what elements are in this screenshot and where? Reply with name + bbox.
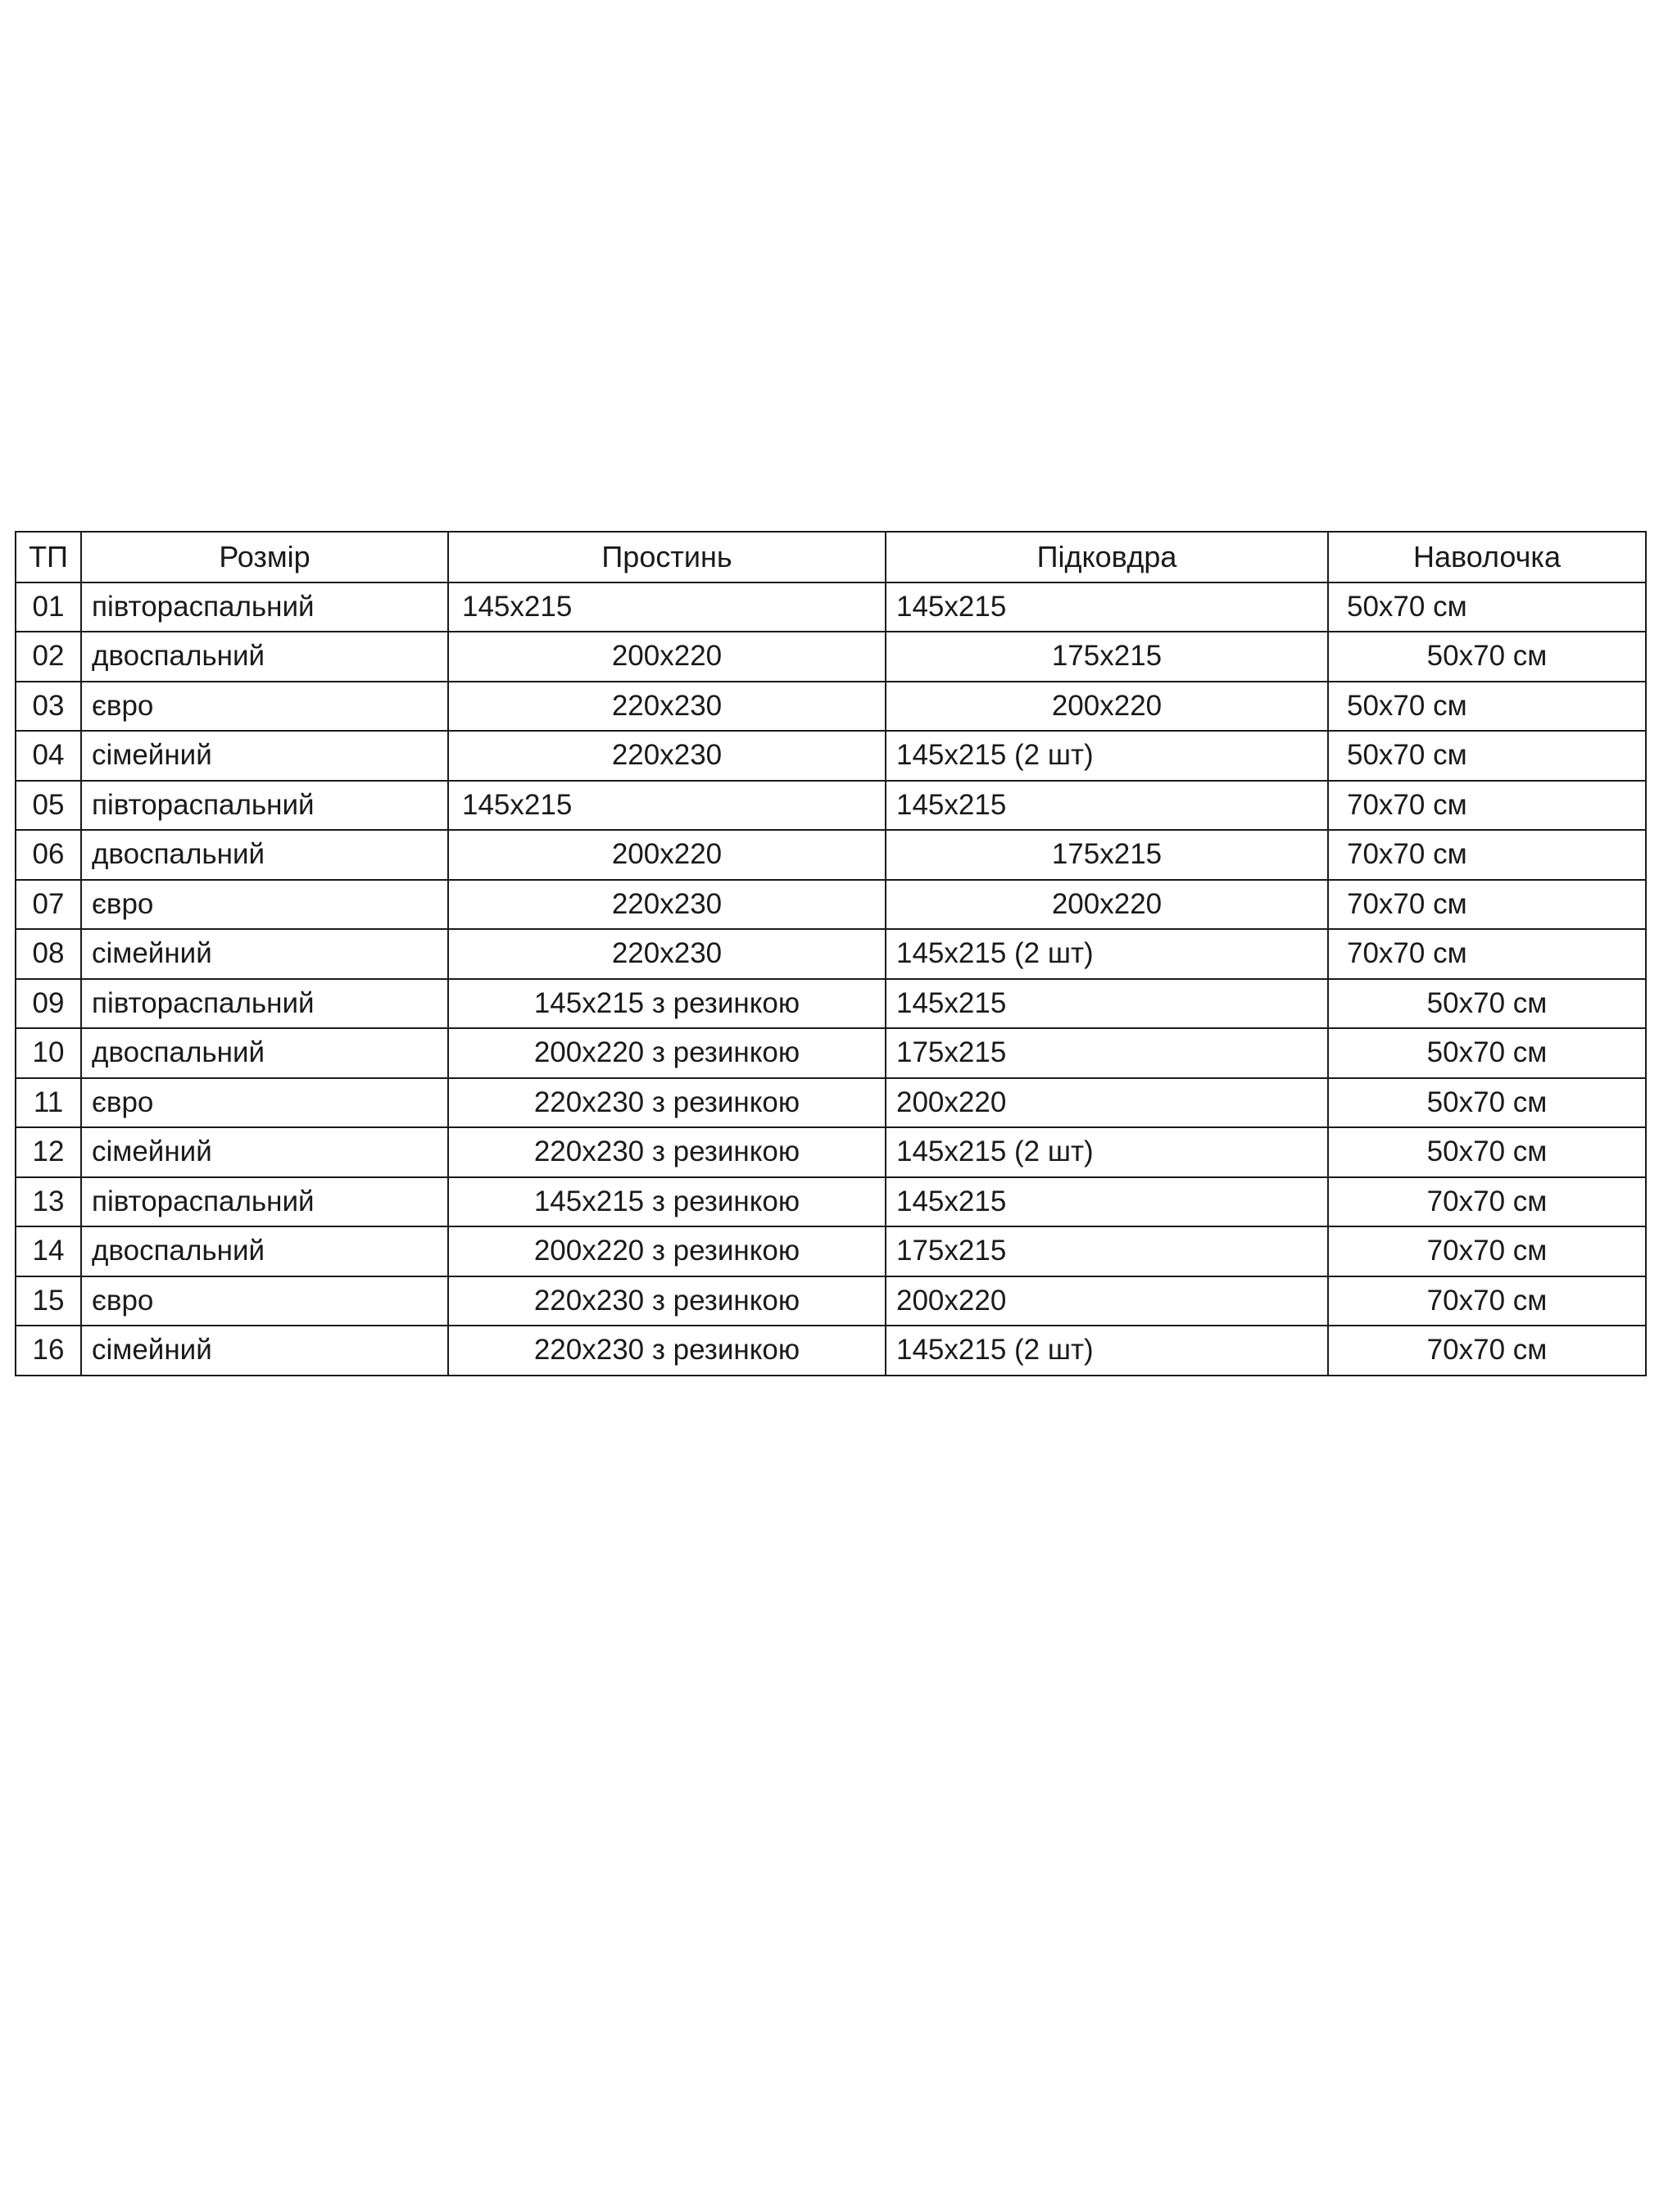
table-row bbox=[16, 682, 1646, 732]
cell-size: півтораспальний bbox=[81, 979, 448, 1029]
cell-tp: 16 bbox=[16, 1326, 81, 1376]
table-row bbox=[16, 632, 1646, 682]
size-chart-container bbox=[15, 531, 1655, 1376]
cell-tp: 05 bbox=[16, 781, 81, 831]
cell-duvet: 200х220 bbox=[886, 880, 1328, 930]
cell-size: сімейний bbox=[81, 1127, 448, 1177]
cell-duvet: 200х220 bbox=[886, 1078, 1328, 1128]
cell-sheet: 200х220 bbox=[448, 830, 886, 880]
cell-duvet: 145х215 bbox=[886, 582, 1328, 632]
cell-tp: 12 bbox=[16, 1127, 81, 1177]
table-header bbox=[16, 532, 1646, 582]
cell-tp: 08 bbox=[16, 929, 81, 979]
cell-duvet: 175х215 bbox=[886, 1028, 1328, 1078]
column-header-size: Розмір bbox=[81, 532, 448, 582]
cell-size: двоспальний bbox=[81, 1028, 448, 1078]
table-row bbox=[16, 781, 1646, 831]
cell-pillow: 50х70 см bbox=[1328, 731, 1646, 781]
cell-pillow: 70х70 см bbox=[1328, 830, 1646, 880]
cell-size: півтораспальний bbox=[81, 582, 448, 632]
cell-sheet: 220х230 bbox=[448, 682, 886, 732]
cell-size: євро bbox=[81, 682, 448, 732]
cell-sheet: 220х230 bbox=[448, 880, 886, 930]
cell-pillow: 50х70 см bbox=[1328, 582, 1646, 632]
cell-pillow: 70х70 см bbox=[1328, 1276, 1646, 1326]
cell-duvet: 145х215 bbox=[886, 979, 1328, 1029]
column-header-sheet: Простинь bbox=[448, 532, 886, 582]
cell-sheet: 220х230 bbox=[448, 929, 886, 979]
cell-pillow: 70х70 см bbox=[1328, 880, 1646, 930]
table-row bbox=[16, 1276, 1646, 1326]
cell-size: євро bbox=[81, 880, 448, 930]
cell-size: євро bbox=[81, 1078, 448, 1128]
cell-sheet: 220х230 з резинкою bbox=[448, 1078, 886, 1128]
column-header-pillow: Наволочка bbox=[1328, 532, 1646, 582]
table-row bbox=[16, 582, 1646, 632]
cell-duvet: 200х220 bbox=[886, 682, 1328, 732]
cell-duvet: 145х215 (2 шт) bbox=[886, 1127, 1328, 1177]
cell-pillow: 70х70 см bbox=[1328, 781, 1646, 831]
cell-tp: 10 bbox=[16, 1028, 81, 1078]
cell-tp: 06 bbox=[16, 830, 81, 880]
bedding-size-table bbox=[15, 531, 1647, 1376]
cell-sheet: 220х230 з резинкою bbox=[448, 1326, 886, 1376]
cell-sheet: 200х220 bbox=[448, 632, 886, 682]
column-header-tp: ТП bbox=[16, 532, 81, 582]
table-row bbox=[16, 1028, 1646, 1078]
table-row bbox=[16, 929, 1646, 979]
cell-duvet: 200х220 bbox=[886, 1276, 1328, 1326]
cell-pillow: 70х70 см bbox=[1328, 1326, 1646, 1376]
cell-size: півтораспальний bbox=[81, 1177, 448, 1227]
cell-duvet: 145х215 bbox=[886, 1177, 1328, 1227]
cell-size: сімейний bbox=[81, 1326, 448, 1376]
cell-tp: 15 bbox=[16, 1276, 81, 1326]
table-row bbox=[16, 1226, 1646, 1276]
cell-pillow: 70х70 см bbox=[1328, 929, 1646, 979]
cell-sheet: 220х230 з резинкою bbox=[448, 1276, 886, 1326]
table-header-row bbox=[16, 532, 1646, 582]
cell-size: двоспальний bbox=[81, 632, 448, 682]
cell-tp: 01 bbox=[16, 582, 81, 632]
cell-pillow: 50х70 см bbox=[1328, 979, 1646, 1029]
cell-pillow: 50х70 см bbox=[1328, 1127, 1646, 1177]
table-row bbox=[16, 830, 1646, 880]
table-row bbox=[16, 979, 1646, 1029]
cell-tp: 13 bbox=[16, 1177, 81, 1227]
cell-duvet: 175х215 bbox=[886, 632, 1328, 682]
cell-size: сімейний bbox=[81, 731, 448, 781]
cell-size: сімейний bbox=[81, 929, 448, 979]
cell-duvet: 145х215 bbox=[886, 781, 1328, 831]
cell-sheet: 145х215 з резинкою bbox=[448, 1177, 886, 1227]
table-row bbox=[16, 1326, 1646, 1376]
table-body bbox=[16, 582, 1646, 1376]
table-row bbox=[16, 1127, 1646, 1177]
table-row bbox=[16, 1177, 1646, 1227]
cell-sheet: 145х215 bbox=[448, 582, 886, 632]
cell-duvet: 145х215 (2 шт) bbox=[886, 1326, 1328, 1376]
cell-pillow: 50х70 см bbox=[1328, 632, 1646, 682]
cell-pillow: 70х70 см bbox=[1328, 1177, 1646, 1227]
cell-sheet: 145х215 з резинкою bbox=[448, 979, 886, 1029]
table-row bbox=[16, 1078, 1646, 1128]
column-header-duvet: Підковдра bbox=[886, 532, 1328, 582]
cell-size: двоспальний bbox=[81, 1226, 448, 1276]
table-row bbox=[16, 731, 1646, 781]
cell-sheet: 220х230 з резинкою bbox=[448, 1127, 886, 1177]
cell-pillow: 50х70 см bbox=[1328, 1078, 1646, 1128]
cell-tp: 11 bbox=[16, 1078, 81, 1128]
cell-duvet: 145х215 (2 шт) bbox=[886, 731, 1328, 781]
cell-size: півтораспальний bbox=[81, 781, 448, 831]
cell-sheet: 220х230 bbox=[448, 731, 886, 781]
cell-pillow: 70х70 см bbox=[1328, 1226, 1646, 1276]
cell-size: двоспальний bbox=[81, 830, 448, 880]
cell-tp: 14 bbox=[16, 1226, 81, 1276]
cell-duvet: 175х215 bbox=[886, 830, 1328, 880]
cell-sheet: 200х220 з резинкою bbox=[448, 1226, 886, 1276]
cell-tp: 02 bbox=[16, 632, 81, 682]
cell-duvet: 145х215 (2 шт) bbox=[886, 929, 1328, 979]
cell-tp: 04 bbox=[16, 731, 81, 781]
cell-sheet: 200х220 з резинкою bbox=[448, 1028, 886, 1078]
cell-tp: 03 bbox=[16, 682, 81, 732]
cell-tp: 09 bbox=[16, 979, 81, 1029]
cell-sheet: 145х215 bbox=[448, 781, 886, 831]
cell-pillow: 50х70 см bbox=[1328, 682, 1646, 732]
cell-size: євро bbox=[81, 1276, 448, 1326]
cell-pillow: 50х70 см bbox=[1328, 1028, 1646, 1078]
table-row bbox=[16, 880, 1646, 930]
cell-tp: 07 bbox=[16, 880, 81, 930]
cell-duvet: 175х215 bbox=[886, 1226, 1328, 1276]
